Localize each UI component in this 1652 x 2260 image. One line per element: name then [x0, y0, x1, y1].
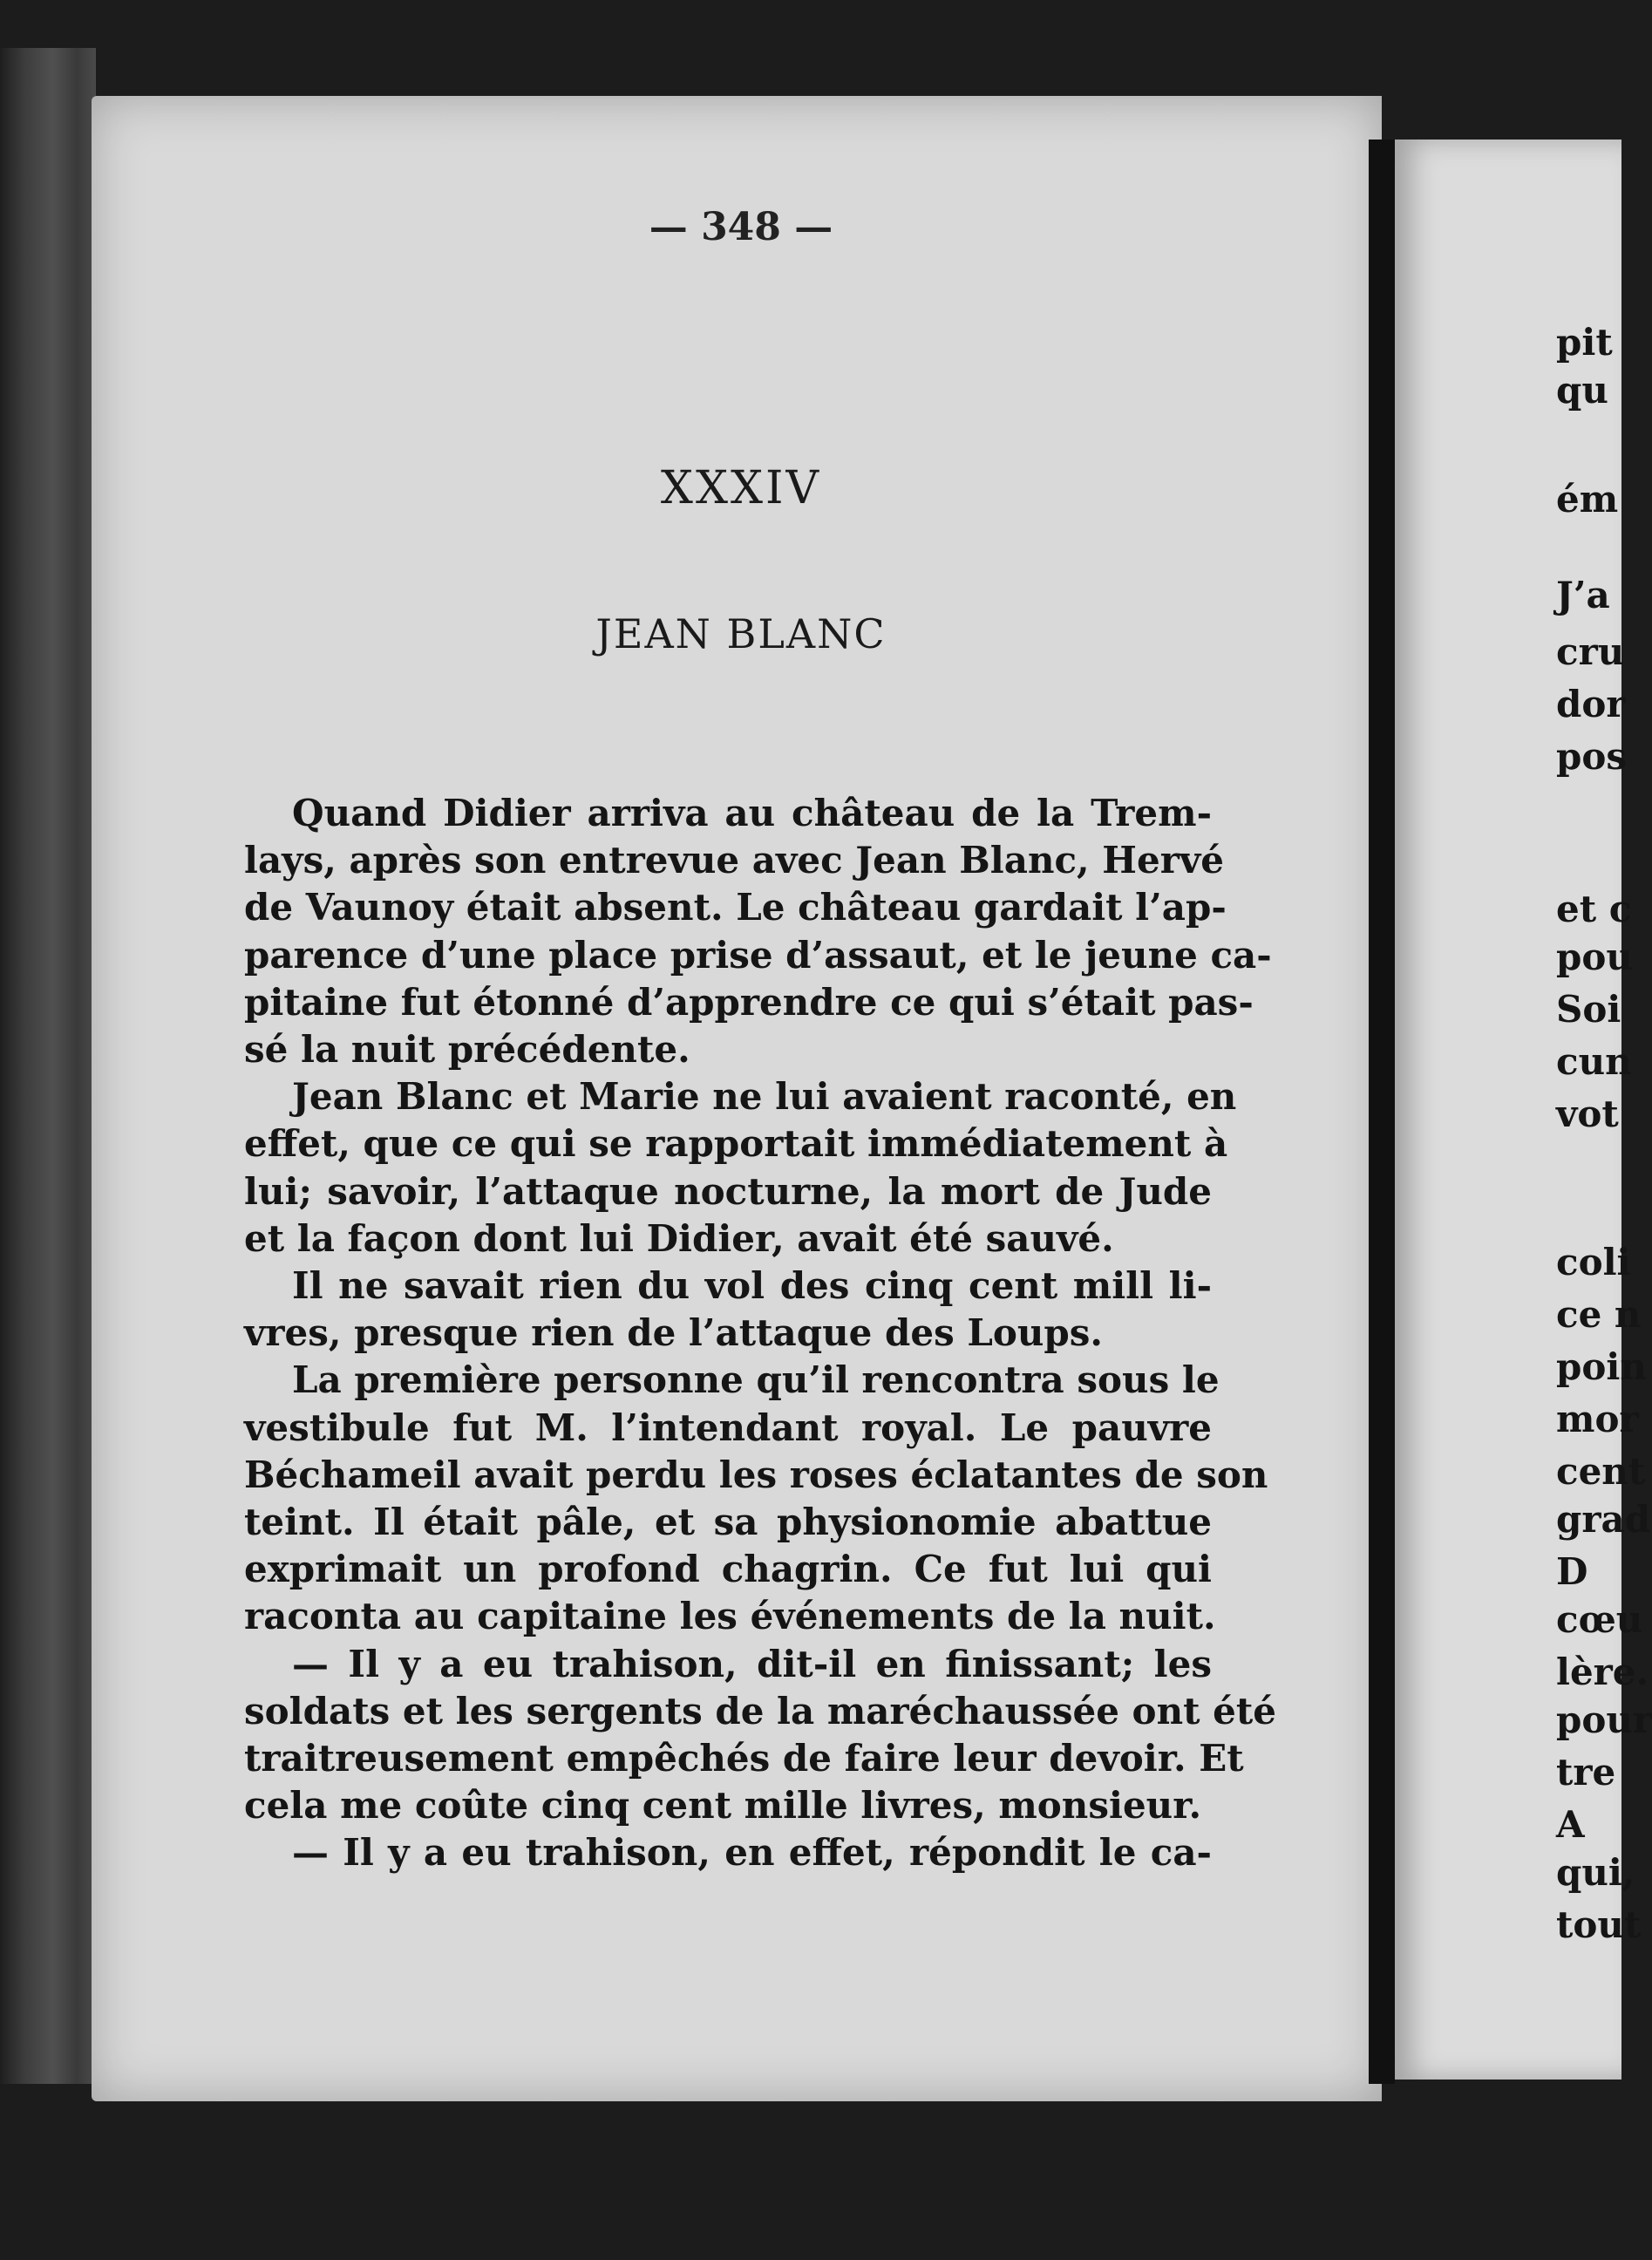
text-line: effet, que ce qui se rapportait immédiatement à	[244, 1122, 1228, 1166]
right-page-fragment: et c	[1556, 888, 1632, 930]
text-line: cela me coûte cinq cent mille livres, monsieur.	[244, 1784, 1202, 1828]
right-page-fragment: qu	[1556, 369, 1608, 412]
right-page-fragment: cru	[1556, 630, 1625, 673]
text-line: teint. Il était pâle, et sa physionomie abattue	[244, 1501, 1212, 1543]
right-page-fragment: ce n	[1556, 1293, 1642, 1336]
text-line: de Vaunoy était absent. Le château gardait l’ap-	[244, 886, 1227, 929]
chapter-number: XXXIV	[660, 462, 822, 514]
right-page-fragment: tout	[1556, 1903, 1642, 1946]
text-line: lui; savoir, l’attaque nocturne, la mort de Jude	[244, 1169, 1212, 1213]
book-gutter	[1369, 140, 1395, 2084]
text-line: exprimait un profond chagrin. Ce fut lui qui	[244, 1548, 1212, 1591]
right-page-fragment: lère.	[1556, 1651, 1649, 1693]
text-line: — Il y a eu trahison, dit-il en finissant; les	[292, 1642, 1212, 1685]
right-page-fragment: pos	[1556, 735, 1628, 778]
text-line: Il ne savait rien du vol des cinq cent mill li-	[292, 1264, 1212, 1307]
chapter-title: JEAN BLANC	[595, 610, 887, 657]
right-page-fragment: coli	[1556, 1241, 1631, 1283]
right-page-fragment: tre	[1556, 1751, 1616, 1794]
right-page-fragment: ém	[1556, 478, 1619, 521]
right-page-fragment: mor	[1556, 1398, 1639, 1440]
right-page-fragment: cun	[1556, 1040, 1632, 1083]
right-page-fragment: Soi	[1556, 988, 1621, 1031]
text-line: et la façon dont lui Didier, avait été sauvé.	[244, 1216, 1114, 1260]
right-page-fragment: D	[1556, 1550, 1588, 1593]
text-line: Béchameil avait perdu les roses éclatantes de son	[244, 1453, 1268, 1496]
text-line: sé la nuit précédente.	[244, 1028, 690, 1071]
right-page-fragment: pour	[1556, 1698, 1652, 1741]
right-page-fragment: qui,	[1556, 1851, 1635, 1894]
right-page-fragment: vot	[1556, 1093, 1619, 1135]
text-line: La première personne qu’il rencontra sous le	[292, 1358, 1220, 1402]
right-page-fragment: cœu	[1556, 1598, 1643, 1641]
right-page-fragment: pou	[1556, 936, 1633, 978]
right-page-fragment: cent	[1556, 1450, 1646, 1493]
text-line: — Il y a eu trahison, en effet, répondit le ca-	[292, 1831, 1212, 1875]
text-line: Jean Blanc et Marie ne lui avaient raconté, en	[292, 1075, 1237, 1119]
right-page-fragment: poin	[1556, 1345, 1647, 1388]
text-line: lays, après son entrevue avec Jean Blanc, Hervé	[244, 839, 1224, 882]
text-line: Quand Didier arriva au château de la Trem-	[292, 792, 1212, 834]
text-line: vres, presque rien de l’attaque des Loups.	[244, 1311, 1104, 1355]
text-line: pitaine fut étonné d’apprendre ce qui s’était pas-	[244, 980, 1254, 1024]
text-line: parence d’une place prise d’assaut, et le jeune ca-	[244, 933, 1272, 977]
text-line: raconta au capitaine les événements de la nuit.	[244, 1595, 1216, 1638]
right-page-fragment: J’a	[1556, 574, 1610, 616]
text-line: traitreusement empêchés de faire leur devoir. Et	[244, 1737, 1244, 1780]
book-edge	[0, 48, 96, 2084]
right-page-fragment: A	[1556, 1803, 1585, 1846]
right-page-fragment: grad	[1556, 1498, 1651, 1541]
text-line: soldats et les sergents de la maréchaussée ont été	[244, 1689, 1276, 1732]
text-line: vestibule fut M. l’intendant royal. Le pauvre	[244, 1406, 1212, 1449]
page-number: — 348 —	[649, 205, 833, 249]
right-page-fragment: pit	[1556, 321, 1613, 364]
right-page-fragment: dor	[1556, 683, 1626, 725]
